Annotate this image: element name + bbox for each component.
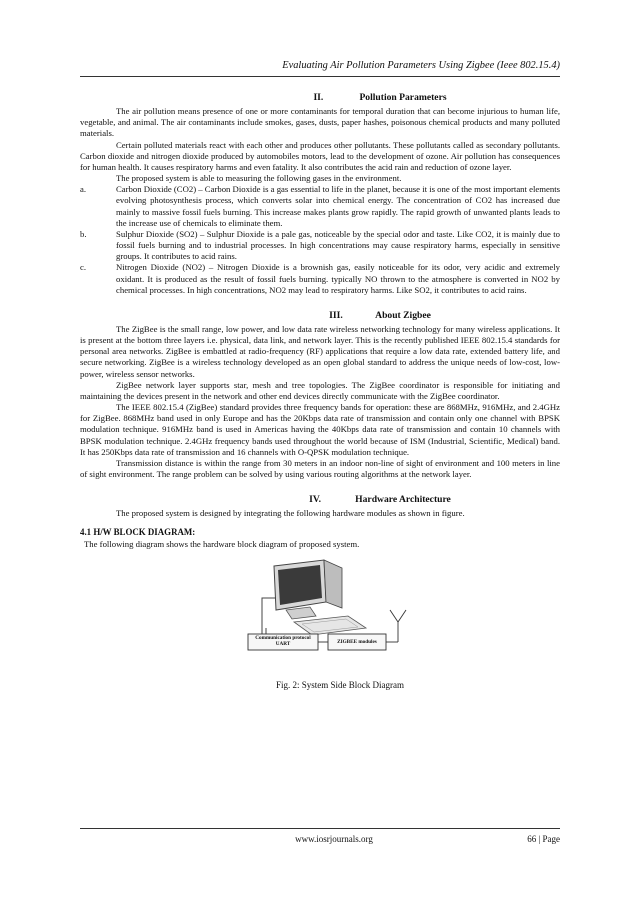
keyboard-icon <box>294 616 366 635</box>
section-title: Hardware Architecture <box>355 494 451 506</box>
section-title: About Zigbee <box>375 309 431 321</box>
computer-monitor-icon <box>274 560 342 619</box>
section-heading-2 <box>80 92 560 103</box>
section-heading-4 <box>80 494 560 505</box>
paragraph: The ZigBee is the small range, low power, and low data rate wireless networking technology for many wireless applications. It is present at the bottom three layers i.e. physical, data link, and network layer. This is the recently published IEEE 802.15.4 standards for personal area networks. ZigBee is embattled at radio-frequency (RF) applications that require a low data rate, extended battery life, and secure networking. ZigBee is a wireless technology developed as an open global standard to address the unique needs of low-cost, low-power, wireless sensor networks. <box>80 323 560 379</box>
uart-box-line2: UART <box>275 640 291 647</box>
antenna-icon <box>386 610 406 642</box>
body-text <box>80 92 560 691</box>
figure-caption: Fig. 2: System Side Block Diagram <box>276 679 404 690</box>
header-rule <box>80 76 560 77</box>
list-text: Carbon Dioxide (CO2) – Carbon Dioxide is a gas essential to life in the planet, because it is one of the most important elements evolving photosynthesis process, which converts solar into chemical energy. The concentration of CO2 has increased due mainly to massive fossil fuels burning. This increase makes plants grow rapidly. The rapid growth of unwanted plants leads to the increase use of chemicals to eliminate them. <box>116 184 560 228</box>
list-label: a. <box>80 184 87 195</box>
list-label: b. <box>80 228 87 239</box>
uart-box-label <box>248 635 318 647</box>
section-number: II. <box>313 92 324 103</box>
list-text: Nitrogen Dioxide (NO2) – Nitrogen Dioxide is a brownish gas, easily noticeable for its odor, very acidic and extremely oxidant. It is produced as the result of fossil fuels burning. typically NO thrown to the atmosphere is converted in NO2 by chemical processes. In high concentrations, NO2 may lead to respiratory harms. Like SO2, it contributes to acid rains. <box>116 262 560 295</box>
paragraph: Certain polluted materials react with each other and produces other pollutants. These pollutants called as secondary pollutants. Carbon dioxide and nitrogen dioxide produced by automobiles motors, lead to the development of ozone. Air pollution has consequences for human health. It causes respiratory harms and even fatality. It also contributes the acid rain and reduction of ozone layer. <box>80 139 560 172</box>
block-diagram-figure <box>80 558 560 678</box>
list-item <box>80 184 560 229</box>
section-number: IV. <box>309 494 321 506</box>
paragraph: Transmission distance is within the range from 30 meters in an indoor non-line of sight of environment and 100 meters in line of sight environment. The range problem can be solved by using various routing algorithms at the network layer. <box>80 457 560 479</box>
list-text: Sulphur Dioxide (SO2) – Sulphur Dioxide is a pale gas, noticeable by the special odor and taste. Like CO2, it is mainly due to fossil fuels burning and to industrial processes. In high concentrations may cause respiratory harms, especially in sensitive groups. It contributes to acid rains. <box>116 228 560 262</box>
block-diagram <box>80 558 560 678</box>
paragraph: The proposed system is able to measuring the following gases in the environment. <box>116 173 402 184</box>
uart-box-line1: Communication protocol <box>255 634 311 641</box>
subsection-heading: 4.1 H/W BLOCK DIAGRAM: <box>80 527 196 538</box>
paragraph: The proposed system is designed by integrating the following hardware modules as shown in figure. <box>116 508 465 519</box>
paragraph: ZigBee network layer supports star, mesh and tree topologies. The ZigBee coordinator is responsible for initiating and maintaining the devices present in the network and other end devices directly communicate with the ZigBee coordinator. <box>80 379 560 401</box>
footer-url: www.iosrjournals.org <box>295 834 373 844</box>
paragraph: The air pollution means presence of one or more contaminants for temporal duration that can become injurious to human life, vegetable, and animal. The air contaminants include smokes, gases, dusts, paper hashes, poisonous chemical products and many polluted materials. <box>80 106 560 139</box>
paragraph: The IEEE 802.15.4 (ZigBee) standard provides three frequency bands for operation: these are 868MHz, 916MHz, and 2.4GHz for ZigBee. 868MHz band used in only Europe and has the 20Kbps data rate of transmission and contain only one channel with BPSK modulation technique. 916MHz band is used in Americas having the 40Kbps data rate of transmission and contain 10 channels with BPSK modulation technique. 2.4GHz frequency bands used throughout the world because of ISM (Industrial, Scientific, Medical) band. It has 250Kbps data rate of transmission and 16 channels with O-QPSK modulation technique. <box>80 402 560 457</box>
footer-rule <box>80 828 560 829</box>
list-item <box>80 229 560 262</box>
list-label: c. <box>80 262 87 273</box>
section-number: III. <box>329 309 343 321</box>
section-title: Pollution Parameters <box>359 92 447 103</box>
running-head: Evaluating Air Pollution Parameters Using Zigbee (Ieee 802.15.4) <box>282 60 560 71</box>
list-item <box>80 262 560 295</box>
section-heading-3 <box>80 310 560 321</box>
page-number: 66 | Page <box>527 834 560 844</box>
zigbee-box-label: ZIGBEE modules <box>337 638 377 645</box>
paragraph: The following diagram shows the hardware block diagram of proposed system. <box>84 538 360 549</box>
